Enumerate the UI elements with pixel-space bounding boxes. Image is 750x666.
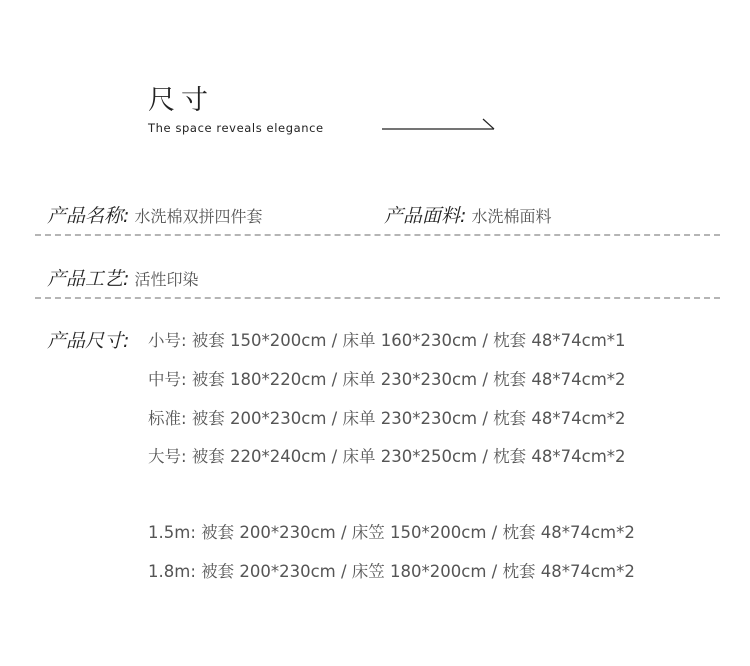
- product-name-label: 产品名称:: [47, 205, 130, 227]
- size-spec-line: 1.5m: 被套 200*230cm / 床笠 150*200cm / 枕套 48*74cm*2: [148, 523, 635, 542]
- size-spec-line: 小号: 被套 150*200cm / 床单 160*230cm / 枕套 48*74cm*1: [148, 331, 626, 350]
- product-fabric-row: [384, 201, 552, 228]
- product-size-label: 产品尺寸:: [47, 330, 130, 352]
- product-fabric-value: 水洗棉面料: [471, 207, 552, 226]
- product-name-row: [47, 201, 263, 228]
- page-title: 尺寸: [148, 85, 214, 116]
- product-fabric-label: 产品面料:: [384, 205, 467, 227]
- product-craft-value: 活性印染: [134, 270, 199, 289]
- size-spec-line: 大号: 被套 220*240cm / 床单 230*250cm / 枕套 48*74cm*2: [148, 447, 626, 466]
- divider: [35, 234, 720, 236]
- arrow-right-icon: [382, 118, 498, 134]
- size-spec-line: 中号: 被套 180*220cm / 床单 230*230cm / 枕套 48*74cm*2: [148, 370, 626, 389]
- product-craft-row: [47, 264, 199, 291]
- product-size-row: [47, 326, 129, 353]
- product-craft-label: 产品工艺:: [47, 268, 130, 290]
- page-subtitle: The space reveals elegance: [148, 121, 324, 135]
- divider: [35, 297, 720, 299]
- product-name-value: 水洗棉双拼四件套: [134, 207, 263, 226]
- size-spec-line: 1.8m: 被套 200*230cm / 床笠 180*200cm / 枕套 48*74cm*2: [148, 562, 635, 581]
- size-spec-line: 标准: 被套 200*230cm / 床单 230*230cm / 枕套 48*74cm*2: [148, 409, 626, 428]
